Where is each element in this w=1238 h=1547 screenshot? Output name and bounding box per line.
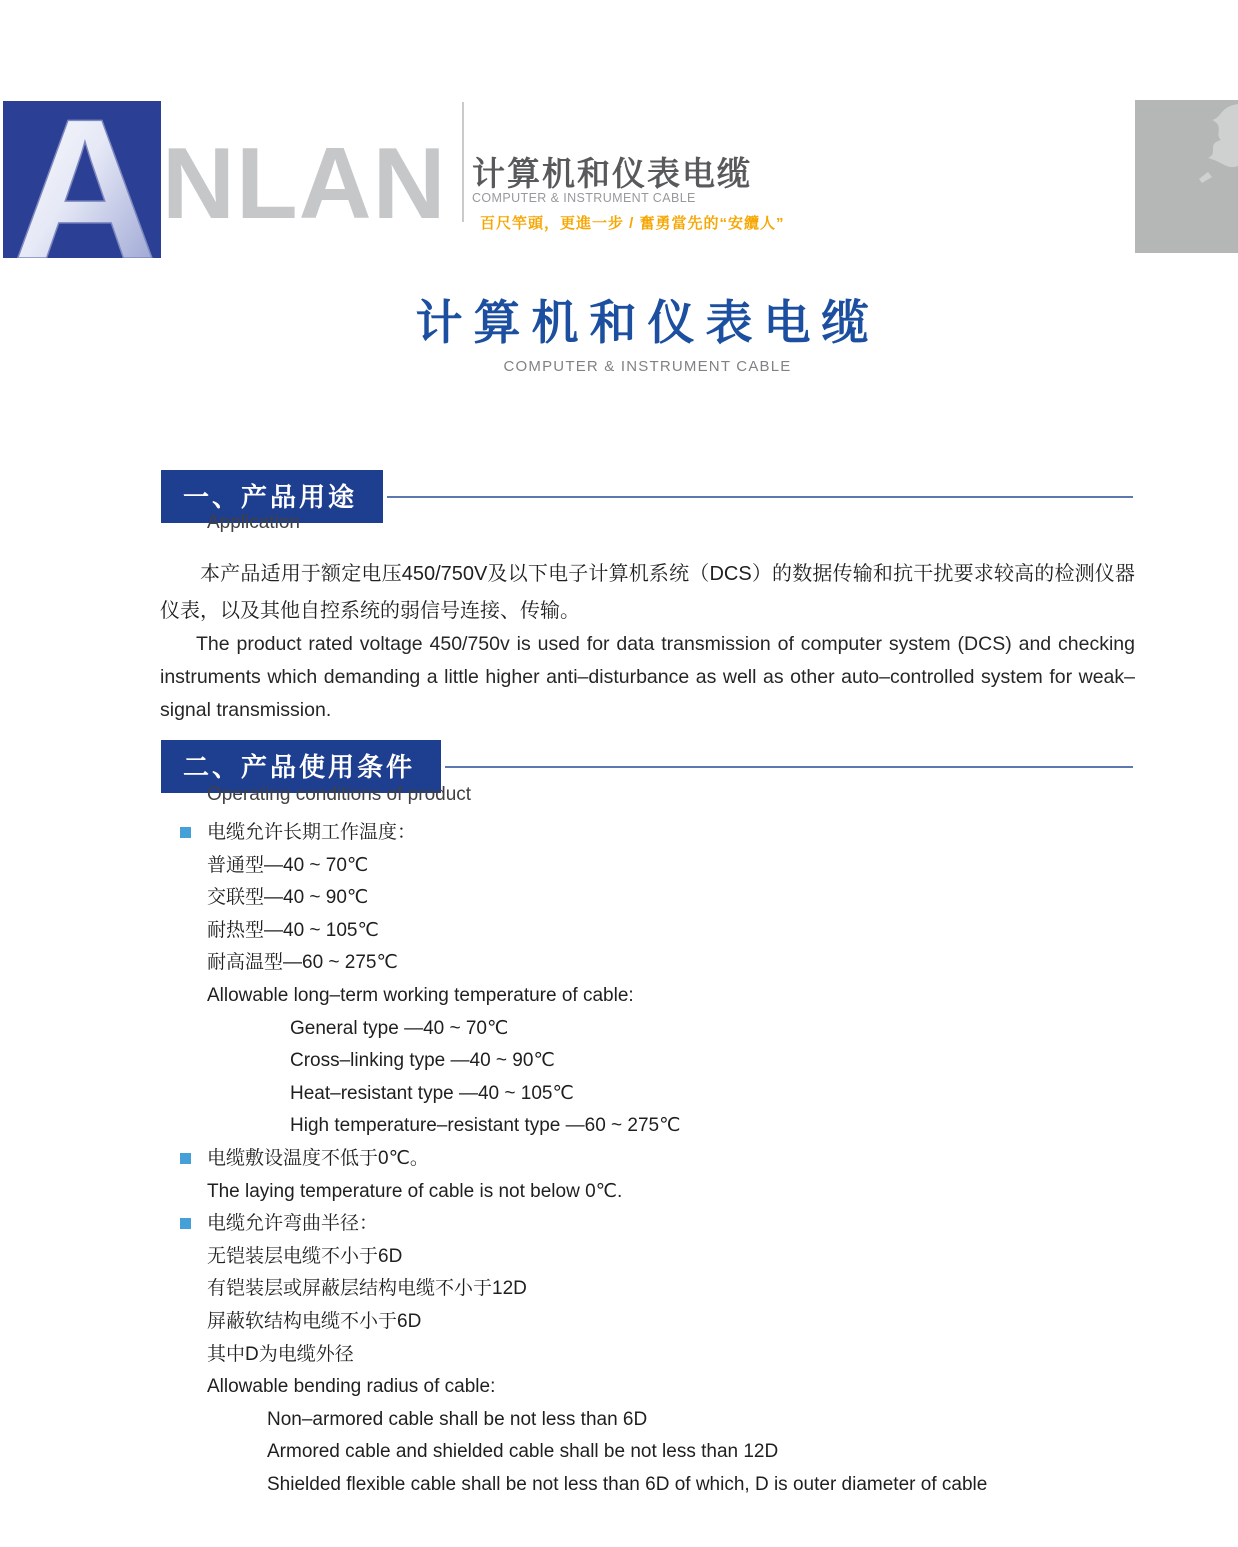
condition-text: 耐热型—40 ~ 105℃	[207, 919, 379, 941]
condition-line	[160, 1013, 1135, 1046]
condition-line	[160, 915, 1135, 948]
condition-line	[160, 1273, 1135, 1306]
condition-line	[160, 817, 1135, 850]
bullet-square-icon	[180, 827, 191, 838]
condition-line	[160, 1371, 1135, 1404]
condition-line	[160, 882, 1135, 915]
section2-heading: 二、产品使用条件	[161, 740, 441, 793]
condition-line	[160, 947, 1135, 980]
corner-decoration	[1135, 100, 1238, 253]
page-title-zh: 计算机和仪表电缆	[415, 296, 880, 349]
section2-rule	[445, 766, 1133, 768]
condition-text: The laying temperature of cable is not below 0℃.	[207, 1180, 623, 1202]
svg-text:A: A	[12, 101, 158, 258]
condition-line	[160, 1306, 1135, 1339]
condition-text: 普通型—40 ~ 70℃	[207, 854, 369, 876]
section1-heading: 一、产品用途	[161, 470, 383, 523]
condition-text: 交联型—40 ~ 90℃	[207, 887, 369, 909]
page-title-en: COMPUTER & INSTRUMENT CABLE	[503, 358, 792, 375]
condition-text: 其中D为电缆外径	[207, 1343, 354, 1365]
condition-line	[160, 1045, 1135, 1078]
section2-subheading: Operating conditions of product	[207, 784, 472, 805]
application-paragraph-en: The product rated voltage 450/750v is used for data transmission of computer system (DCS) and checking instruments which demanding a little higher anti–disturbance as well as other auto–controlled system for weak–signal transmission.	[160, 633, 1135, 721]
condition-text: 电缆敷设温度不低于0℃。	[207, 1147, 429, 1169]
condition-text: Non–armored cable shall be not less than 6D	[267, 1408, 648, 1430]
section1-rule	[387, 496, 1133, 498]
condition-line	[160, 1143, 1135, 1176]
condition-text: 无铠装层电缆不小于6D	[207, 1245, 403, 1267]
leaf-icon	[1135, 100, 1238, 253]
condition-text: Cross–linking type —40 ~ 90℃	[290, 1050, 555, 1072]
anlan-logo-mark	[3, 101, 161, 258]
condition-text: 屏蔽软结构电缆不小于6D	[207, 1310, 422, 1332]
bullet-square-icon	[180, 1218, 191, 1229]
condition-text: Allowable bending radius of cable:	[207, 1376, 496, 1398]
condition-line	[160, 1469, 1135, 1502]
condition-line	[160, 1436, 1135, 1469]
condition-text: High temperature–resistant type —60 ~ 275℃	[290, 1115, 681, 1137]
condition-line	[160, 1404, 1135, 1437]
condition-text: Shielded flexible cable shall be not less than 6D of which, D is outer diameter of cable	[267, 1473, 988, 1495]
condition-line	[160, 1110, 1135, 1143]
header-slogan: 百尺竿頭，更進一步 / 奮勇當先的“安纜人”	[480, 215, 785, 232]
condition-text: 耐高温型—60 ~ 275℃	[207, 952, 398, 974]
condition-text: 电缆允许弯曲半径：	[207, 1213, 379, 1235]
condition-line	[160, 850, 1135, 883]
condition-text: 有铠装层或屏蔽层结构电缆不小于12D	[207, 1278, 527, 1300]
condition-line	[160, 1176, 1135, 1209]
condition-text: Allowable long–term working temperature of cable:	[207, 984, 634, 1006]
section1-header	[161, 470, 1133, 523]
condition-text: General type —40 ~ 70℃	[290, 1017, 509, 1039]
logo-a-icon	[3, 101, 161, 258]
condition-line	[160, 1339, 1135, 1372]
logo-text: NLAN	[162, 128, 447, 240]
header-product-title-zh: 计算机和仪表电缆	[472, 155, 752, 192]
condition-text: Heat–resistant type —40 ~ 105℃	[290, 1082, 574, 1104]
condition-line	[160, 1208, 1135, 1241]
header-divider	[462, 102, 464, 222]
conditions-list	[160, 817, 1135, 1501]
condition-text: 电缆允许长期工作温度：	[207, 822, 417, 843]
section1-subheading: Application	[207, 512, 300, 533]
condition-line	[160, 1241, 1135, 1274]
condition-line	[160, 980, 1135, 1013]
condition-text: Armored cable and shielded cable shall be not less than 12D	[267, 1441, 779, 1463]
bullet-square-icon	[180, 1153, 191, 1164]
header-product-title-en: COMPUTER & INSTRUMENT CABLE	[472, 191, 696, 205]
application-paragraph-zh: 本产品适用于额定电压450/750V及以下电子计算机系统（DCS）的数据传输和抗干扰要求较高的检测仪器仪表，以及其他自控系统的弱信号连接、传输。	[160, 563, 1135, 622]
condition-line	[160, 1078, 1135, 1111]
